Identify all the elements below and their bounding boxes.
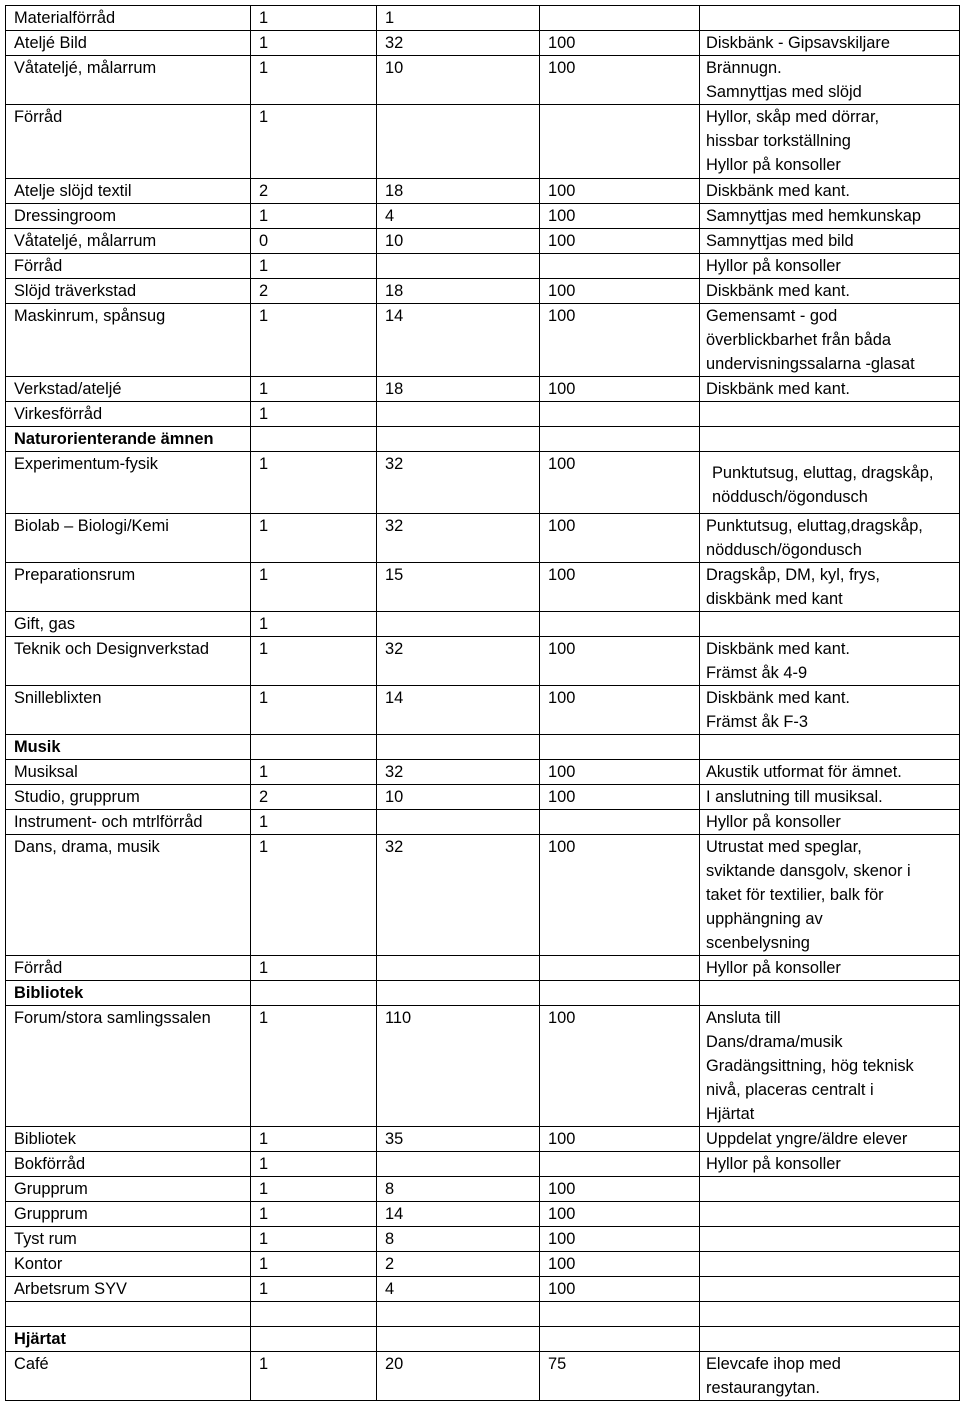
count-cell: 1 bbox=[251, 563, 377, 612]
table-row bbox=[6, 254, 960, 279]
table-row bbox=[6, 452, 960, 514]
area-cell: 32 bbox=[377, 835, 540, 956]
note-cell: Elevcafe ihop med restaurangytan. bbox=[700, 1352, 960, 1401]
count-cell: 1 bbox=[251, 1277, 377, 1302]
room-name-cell: Maskinrum, spånsug bbox=[6, 304, 251, 377]
percent-cell: 100 bbox=[540, 1227, 700, 1252]
area-cell: 4 bbox=[377, 204, 540, 229]
table-row bbox=[6, 1252, 960, 1277]
area-cell: 14 bbox=[377, 304, 540, 377]
area-cell: 35 bbox=[377, 1127, 540, 1152]
table-row bbox=[6, 1127, 960, 1152]
note-cell bbox=[700, 1252, 960, 1277]
count-cell bbox=[251, 1327, 377, 1352]
count-cell: 1 bbox=[251, 204, 377, 229]
room-name-cell: Preparationsrum bbox=[6, 563, 251, 612]
percent-cell: 100 bbox=[540, 56, 700, 105]
note-cell: Punktutsug, eluttag, dragskåp, nöddusch/ögondusch bbox=[700, 452, 960, 514]
percent-cell: 100 bbox=[540, 1006, 700, 1127]
note-cell: Gemensamt - god överblickbarhet från båda undervisningssalarna -glasat bbox=[700, 304, 960, 377]
percent-cell: 100 bbox=[540, 1252, 700, 1277]
note-cell: Hyllor, skåp med dörrar, hissbar torkställning Hyllor på konsoller bbox=[700, 105, 960, 179]
count-cell: 1 bbox=[251, 452, 377, 514]
area-cell: 18 bbox=[377, 279, 540, 304]
table-row bbox=[6, 229, 960, 254]
area-cell: 110 bbox=[377, 1006, 540, 1127]
room-name-cell: Våtateljé, målarrum bbox=[6, 56, 251, 105]
note-cell: Hyllor på konsoller bbox=[700, 254, 960, 279]
count-cell: 1 bbox=[251, 1006, 377, 1127]
table-row bbox=[6, 402, 960, 427]
section-header-row bbox=[6, 981, 960, 1006]
area-cell: 18 bbox=[377, 179, 540, 204]
percent-cell bbox=[540, 1152, 700, 1177]
percent-cell bbox=[540, 956, 700, 981]
area-cell bbox=[377, 105, 540, 179]
room-name-cell: Bokförråd bbox=[6, 1152, 251, 1177]
note-cell bbox=[700, 981, 960, 1006]
note-cell bbox=[700, 1202, 960, 1227]
area-cell: 14 bbox=[377, 686, 540, 735]
note-cell: Diskbänk med kant. bbox=[700, 179, 960, 204]
room-name-cell: Café bbox=[6, 1352, 251, 1401]
percent-cell: 100 bbox=[540, 563, 700, 612]
table-row bbox=[6, 1302, 960, 1327]
room-name-cell: Kontor bbox=[6, 1252, 251, 1277]
area-cell: 32 bbox=[377, 452, 540, 514]
note-cell bbox=[700, 735, 960, 760]
count-cell bbox=[251, 735, 377, 760]
area-cell bbox=[377, 1327, 540, 1352]
room-name-cell: Bibliotek bbox=[6, 981, 251, 1006]
room-name-cell: Våtateljé, målarrum bbox=[6, 229, 251, 254]
table-row bbox=[6, 105, 960, 179]
room-name-cell: Dans, drama, musik bbox=[6, 835, 251, 956]
percent-cell bbox=[540, 6, 700, 31]
room-name-cell: Förråd bbox=[6, 105, 251, 179]
count-cell: 1 bbox=[251, 1202, 377, 1227]
note-cell: Dragskåp, DM, kyl, frys, diskbänk med kant bbox=[700, 563, 960, 612]
count-cell: 1 bbox=[251, 31, 377, 56]
table-row bbox=[6, 514, 960, 563]
note-cell bbox=[700, 1277, 960, 1302]
count-cell: 1 bbox=[251, 514, 377, 563]
percent-cell: 100 bbox=[540, 31, 700, 56]
room-table-body bbox=[6, 6, 960, 1401]
count-cell: 1 bbox=[251, 1352, 377, 1401]
table-row bbox=[6, 1352, 960, 1401]
table-row bbox=[6, 304, 960, 377]
note-cell: Diskbänk med kant. Främst åk F-3 bbox=[700, 686, 960, 735]
percent-cell bbox=[540, 427, 700, 452]
percent-cell bbox=[540, 105, 700, 179]
percent-cell: 100 bbox=[540, 1277, 700, 1302]
area-cell bbox=[377, 254, 540, 279]
count-cell: 1 bbox=[251, 1227, 377, 1252]
area-cell: 32 bbox=[377, 514, 540, 563]
percent-cell bbox=[540, 1302, 700, 1327]
percent-cell: 100 bbox=[540, 279, 700, 304]
table-row bbox=[6, 279, 960, 304]
note-cell bbox=[700, 1327, 960, 1352]
area-cell: 8 bbox=[377, 1177, 540, 1202]
table-row bbox=[6, 835, 960, 956]
table-row bbox=[6, 1277, 960, 1302]
note-cell bbox=[700, 1177, 960, 1202]
count-cell: 1 bbox=[251, 377, 377, 402]
room-name-cell: Arbetsrum SYV bbox=[6, 1277, 251, 1302]
note-cell bbox=[700, 1302, 960, 1327]
table-row bbox=[6, 637, 960, 686]
room-name-cell: Dressingroom bbox=[6, 204, 251, 229]
count-cell: 1 bbox=[251, 1127, 377, 1152]
table-row bbox=[6, 31, 960, 56]
table-row bbox=[6, 1202, 960, 1227]
area-cell: 32 bbox=[377, 31, 540, 56]
count-cell: 1 bbox=[251, 1252, 377, 1277]
count-cell: 1 bbox=[251, 810, 377, 835]
table-row bbox=[6, 1177, 960, 1202]
area-cell: 20 bbox=[377, 1352, 540, 1401]
percent-cell bbox=[540, 735, 700, 760]
percent-cell: 100 bbox=[540, 377, 700, 402]
room-name-cell: Förråd bbox=[6, 254, 251, 279]
area-cell bbox=[377, 402, 540, 427]
count-cell: 1 bbox=[251, 304, 377, 377]
table-row bbox=[6, 204, 960, 229]
note-cell: Uppdelat yngre/äldre elever bbox=[700, 1127, 960, 1152]
area-cell bbox=[377, 810, 540, 835]
note-cell bbox=[700, 6, 960, 31]
table-row bbox=[6, 377, 960, 402]
count-cell: 1 bbox=[251, 56, 377, 105]
count-cell: 1 bbox=[251, 612, 377, 637]
area-cell: 4 bbox=[377, 1277, 540, 1302]
area-cell bbox=[377, 427, 540, 452]
section-header-row bbox=[6, 427, 960, 452]
room-name-cell: Teknik och Designverkstad bbox=[6, 637, 251, 686]
count-cell: 2 bbox=[251, 785, 377, 810]
room-name-cell: Instrument- och mtrlförråd bbox=[6, 810, 251, 835]
room-name-cell: Ateljé Bild bbox=[6, 31, 251, 56]
table-row bbox=[6, 1006, 960, 1127]
percent-cell bbox=[540, 981, 700, 1006]
table-row bbox=[6, 563, 960, 612]
area-cell: 32 bbox=[377, 637, 540, 686]
percent-cell: 100 bbox=[540, 1202, 700, 1227]
area-cell: 14 bbox=[377, 1202, 540, 1227]
percent-cell bbox=[540, 612, 700, 637]
count-cell: 0 bbox=[251, 229, 377, 254]
note-cell bbox=[700, 402, 960, 427]
percent-cell: 100 bbox=[540, 179, 700, 204]
percent-cell bbox=[540, 254, 700, 279]
area-cell bbox=[377, 956, 540, 981]
count-cell: 2 bbox=[251, 279, 377, 304]
area-cell: 10 bbox=[377, 56, 540, 105]
count-cell: 1 bbox=[251, 686, 377, 735]
room-name-cell: Musik bbox=[6, 735, 251, 760]
count-cell bbox=[251, 981, 377, 1006]
table-row bbox=[6, 686, 960, 735]
count-cell: 1 bbox=[251, 637, 377, 686]
note-cell: I anslutning till musiksal. bbox=[700, 785, 960, 810]
count-cell: 1 bbox=[251, 1177, 377, 1202]
percent-cell bbox=[540, 402, 700, 427]
count-cell: 2 bbox=[251, 179, 377, 204]
percent-cell bbox=[540, 1327, 700, 1352]
note-cell bbox=[700, 612, 960, 637]
room-name-cell: Materialförråd bbox=[6, 6, 251, 31]
room-name-cell: Bibliotek bbox=[6, 1127, 251, 1152]
room-name-cell: Snilleblixten bbox=[6, 686, 251, 735]
percent-cell: 100 bbox=[540, 1127, 700, 1152]
count-cell: 1 bbox=[251, 760, 377, 785]
percent-cell: 100 bbox=[540, 760, 700, 785]
note-cell: Utrustat med speglar, sviktande dansgolv, skenor i taket för textilier, balk för upphängning av scenbelysning bbox=[700, 835, 960, 956]
table-row bbox=[6, 956, 960, 981]
table-row bbox=[6, 612, 960, 637]
area-cell bbox=[377, 612, 540, 637]
percent-cell: 100 bbox=[540, 452, 700, 514]
percent-cell: 100 bbox=[540, 204, 700, 229]
note-cell: Akustik utformat för ämnet. bbox=[700, 760, 960, 785]
room-name-cell: Verkstad/ateljé bbox=[6, 377, 251, 402]
room-name-cell: Hjärtat bbox=[6, 1327, 251, 1352]
percent-cell: 100 bbox=[540, 835, 700, 956]
table-row bbox=[6, 1152, 960, 1177]
percent-cell: 100 bbox=[540, 229, 700, 254]
room-name-cell: Gift, gas bbox=[6, 612, 251, 637]
table-row bbox=[6, 6, 960, 31]
note-cell: Ansluta till Dans/drama/musik Gradängsittning, hög teknisk nivå, placeras centralt i Hjärtat bbox=[700, 1006, 960, 1127]
count-cell bbox=[251, 427, 377, 452]
table-row bbox=[6, 179, 960, 204]
area-cell: 8 bbox=[377, 1227, 540, 1252]
room-name-cell: Grupprum bbox=[6, 1177, 251, 1202]
area-cell: 10 bbox=[377, 229, 540, 254]
note-cell: Brännugn. Samnyttjas med slöjd bbox=[700, 56, 960, 105]
room-name-cell: Studio, grupprum bbox=[6, 785, 251, 810]
count-cell: 1 bbox=[251, 6, 377, 31]
count-cell: 1 bbox=[251, 402, 377, 427]
area-cell bbox=[377, 735, 540, 760]
room-name-cell: Forum/stora samlingssalen bbox=[6, 1006, 251, 1127]
area-cell: 2 bbox=[377, 1252, 540, 1277]
area-cell: 1 bbox=[377, 6, 540, 31]
percent-cell: 100 bbox=[540, 686, 700, 735]
note-cell: Hyllor på konsoller bbox=[700, 1152, 960, 1177]
note-cell: Hyllor på konsoller bbox=[700, 956, 960, 981]
note-cell: Diskbänk med kant. bbox=[700, 279, 960, 304]
room-name-cell: Atelje slöjd textil bbox=[6, 179, 251, 204]
percent-cell bbox=[540, 810, 700, 835]
room-name-cell: Tyst rum bbox=[6, 1227, 251, 1252]
percent-cell: 100 bbox=[540, 785, 700, 810]
room-name-cell: Virkesförråd bbox=[6, 402, 251, 427]
room-name-cell: Slöjd träverkstad bbox=[6, 279, 251, 304]
room-name-cell: Musiksal bbox=[6, 760, 251, 785]
percent-cell: 100 bbox=[540, 514, 700, 563]
note-cell: Hyllor på konsoller bbox=[700, 810, 960, 835]
table-row bbox=[6, 1227, 960, 1252]
room-name-cell bbox=[6, 1302, 251, 1327]
table-row bbox=[6, 785, 960, 810]
count-cell: 1 bbox=[251, 1152, 377, 1177]
section-header-row bbox=[6, 1327, 960, 1352]
note-cell: Punktutsug, eluttag,dragskåp, nöddusch/ögondusch bbox=[700, 514, 960, 563]
note-cell bbox=[700, 1227, 960, 1252]
note-cell bbox=[700, 427, 960, 452]
room-name-cell: Biolab – Biologi/Kemi bbox=[6, 514, 251, 563]
count-cell: 1 bbox=[251, 835, 377, 956]
count-cell: 1 bbox=[251, 254, 377, 279]
section-header-row bbox=[6, 735, 960, 760]
count-cell bbox=[251, 1302, 377, 1327]
table-row bbox=[6, 56, 960, 105]
room-table bbox=[5, 5, 960, 1401]
note-cell: Diskbänk med kant. Främst åk 4-9 bbox=[700, 637, 960, 686]
percent-cell: 100 bbox=[540, 1177, 700, 1202]
room-name-cell: Experimentum-fysik bbox=[6, 452, 251, 514]
count-cell: 1 bbox=[251, 956, 377, 981]
percent-cell: 100 bbox=[540, 637, 700, 686]
area-cell: 32 bbox=[377, 760, 540, 785]
note-cell: Samnyttjas med bild bbox=[700, 229, 960, 254]
note-cell: Samnyttjas med hemkunskap bbox=[700, 204, 960, 229]
area-cell bbox=[377, 1302, 540, 1327]
area-cell bbox=[377, 1152, 540, 1177]
note-cell: Diskbänk med kant. bbox=[700, 377, 960, 402]
count-cell: 1 bbox=[251, 105, 377, 179]
area-cell: 18 bbox=[377, 377, 540, 402]
room-name-cell: Grupprum bbox=[6, 1202, 251, 1227]
room-name-cell: Naturorienterande ämnen bbox=[6, 427, 251, 452]
area-cell: 15 bbox=[377, 563, 540, 612]
area-cell bbox=[377, 981, 540, 1006]
table-row bbox=[6, 760, 960, 785]
percent-cell: 75 bbox=[540, 1352, 700, 1401]
note-cell: Diskbänk - Gipsavskiljare bbox=[700, 31, 960, 56]
table-row bbox=[6, 810, 960, 835]
percent-cell: 100 bbox=[540, 304, 700, 377]
room-name-cell: Förråd bbox=[6, 956, 251, 981]
area-cell: 10 bbox=[377, 785, 540, 810]
